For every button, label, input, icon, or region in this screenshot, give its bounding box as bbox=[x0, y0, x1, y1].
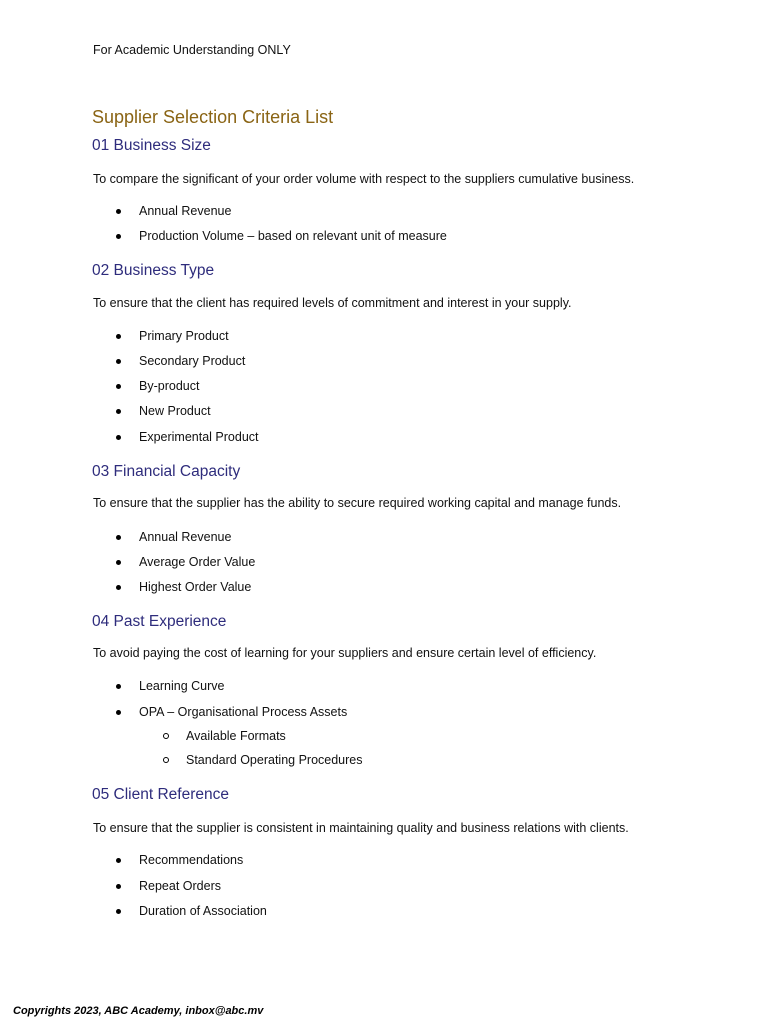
list-item: Recommendations bbox=[139, 853, 244, 867]
bullet-icon bbox=[116, 435, 121, 440]
bullet-icon bbox=[116, 535, 121, 540]
list-item: Experimental Product bbox=[139, 430, 259, 444]
section-heading-business-size: 01 Business Size bbox=[92, 137, 211, 154]
bullet-icon bbox=[116, 858, 121, 863]
bullet-icon bbox=[116, 884, 121, 889]
section-description: To avoid paying the cost of learning for your suppliers and ensure certain level of efficiency. bbox=[93, 646, 597, 660]
bullet-icon bbox=[116, 409, 121, 414]
bullet-icon bbox=[116, 684, 121, 689]
section-description: To ensure that the supplier is consistent in maintaining quality and business relations with clients. bbox=[93, 821, 629, 835]
section-description: To ensure that the client has required levels of commitment and interest in your supply. bbox=[93, 296, 572, 310]
section-description: To ensure that the supplier has the ability to secure required working capital and manage funds. bbox=[93, 496, 622, 510]
sub-list-item: Standard Operating Procedures bbox=[186, 753, 363, 767]
bullet-icon bbox=[116, 585, 121, 590]
bullet-icon bbox=[116, 209, 121, 214]
footer-copyright: Copyrights 2023, ABC Academy, inbox@abc.mv bbox=[13, 1005, 264, 1017]
list-item: By-product bbox=[139, 379, 200, 393]
section-description: To compare the significant of your order volume with respect to the suppliers cumulative business. bbox=[93, 172, 635, 186]
bullet-icon bbox=[116, 560, 121, 565]
sub-bullet-icon bbox=[163, 757, 169, 763]
list-item: Highest Order Value bbox=[139, 580, 252, 594]
document-title: Supplier Selection Criteria List bbox=[92, 107, 334, 127]
list-item: New Product bbox=[139, 404, 211, 418]
bullet-icon bbox=[116, 234, 121, 239]
bullet-icon bbox=[116, 384, 121, 389]
bullet-icon bbox=[116, 359, 121, 364]
list-item: Annual Revenue bbox=[139, 530, 232, 544]
section-heading-client-reference: 05 Client Reference bbox=[92, 786, 229, 803]
bullet-icon bbox=[116, 710, 121, 715]
list-item: Duration of Association bbox=[139, 904, 267, 918]
list-item: Annual Revenue bbox=[139, 204, 232, 218]
list-item: Average Order Value bbox=[139, 555, 256, 569]
list-item: Production Volume – based on relevant unit of measure bbox=[139, 229, 447, 243]
sub-list-item: Available Formats bbox=[186, 729, 286, 743]
section-heading-past-experience: 04 Past Experience bbox=[92, 613, 227, 630]
list-item: OPA – Organisational Process Assets bbox=[139, 705, 348, 719]
list-item: Secondary Product bbox=[139, 354, 246, 368]
list-item: Learning Curve bbox=[139, 679, 225, 693]
section-heading-financial-capacity: 03 Financial Capacity bbox=[92, 463, 241, 480]
sub-bullet-icon bbox=[163, 733, 169, 739]
bullet-icon bbox=[116, 909, 121, 914]
section-heading-business-type: 02 Business Type bbox=[92, 262, 215, 279]
list-item: Repeat Orders bbox=[139, 879, 221, 893]
bullet-icon bbox=[116, 334, 121, 339]
list-item: Primary Product bbox=[139, 329, 229, 343]
header-note: For Academic Understanding ONLY bbox=[93, 43, 291, 57]
